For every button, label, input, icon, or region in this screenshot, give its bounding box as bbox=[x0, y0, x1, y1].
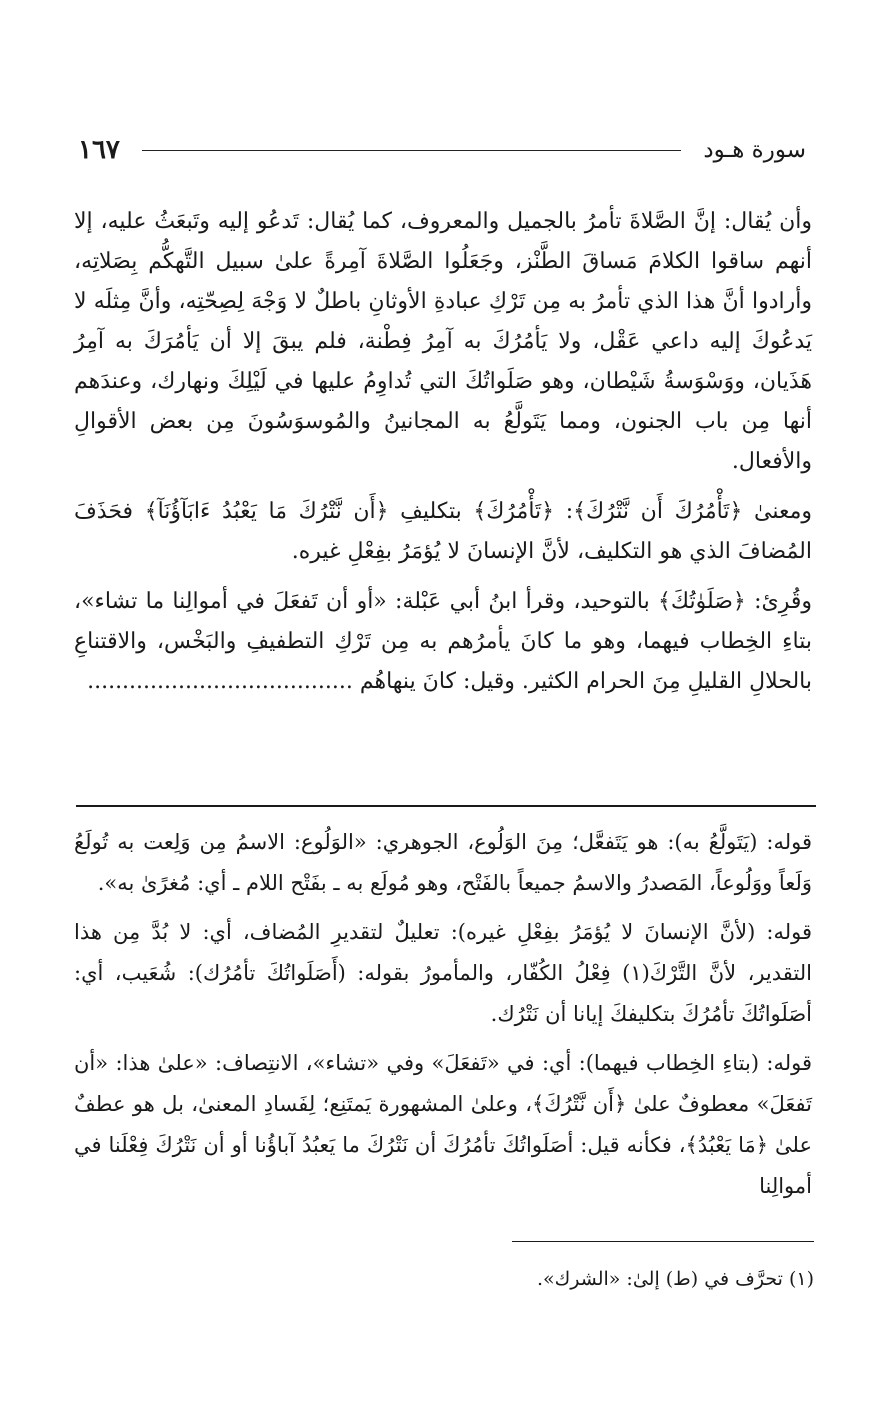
header-rule bbox=[142, 150, 681, 151]
page-number: ١٦٧ bbox=[78, 135, 120, 165]
commentary-section bbox=[74, 822, 812, 1207]
main-paragraph-3 bbox=[74, 582, 812, 702]
main-text bbox=[74, 202, 812, 702]
page-header bbox=[78, 128, 806, 172]
footnote: (١) تحرَّف في (ط) إلىٰ: «الشرك». bbox=[536, 1268, 814, 1290]
commentary-paragraph-3: قوله: (بتاءِ الخِطاب فيهما): أي: في «تَفعَلَ» وفي «تشاء»، الانتِصاف: «علىٰ هذا: «أن تَفعَلَ» معطوفٌ علىٰ ﴿أَن نَّتْرُكَ﴾، وعلىٰ المشهورة يَمتَنِع؛ لِفَسادِ المعنىٰ، بل هو عطفٌ علىٰ ﴿مَا يَعْبُدُ﴾، فكأنه قيل: أصَلَواتُكَ تأمُرُكَ أن نَتْرُكَ ما يَعبُدُ آباؤُنا أو أن نَتْرُكَ فِعْلَنا في أموالِنا bbox=[74, 1051, 812, 1198]
commentary-divider bbox=[76, 805, 816, 807]
commentary-paragraph-1: قوله: (يَتَولَّعُ به): هو يَتَفعَّل؛ مِنَ الوَلُوع، الجوهري: «الوَلُوع: الاسمُ مِن وَلِعت به تُولَعُ وَلَعاً ووَلُوعاً، المَصدرُ والاسمُ جميعاً بالفَتْح، وهو مُولَع به ـ بفَتْح اللام ـ أي: مُغرًىٰ به». bbox=[74, 830, 812, 895]
continuation-dots: ...................................... bbox=[87, 669, 353, 694]
surah-title: سورة هـود bbox=[703, 137, 806, 163]
footnote-divider bbox=[512, 1241, 814, 1242]
commentary-paragraph-2: قوله: (لأنَّ الإنسانَ لا يُؤمَرُ بفِعْلِ غيره): تعليلٌ لتقديرِ المُضاف، أي: لا بُدَّ مِن هذا التقدير، لأنَّ التَّرْكَ(١) فِعْلُ الكُفّار، والمأمورُ بقوله: (أَصَلَواتُكَ تأمُرُك): شُعَيب، أي: أصَلَواتُكَ تأمُرُكَ بتكليفكَ إيانا أن نَتْرُك. bbox=[74, 920, 812, 1026]
main-paragraph-2: ومعنىٰ ﴿تَأْمُرُكَ أَن نَّتْرُكَ﴾: ﴿تَأْمُرُكَ﴾ بتكليفِ ﴿أَن نَّتْرُكَ مَا يَعْبُدُ ءَابَآؤُنَآ﴾ فحَذَفَ المُضافَ الذي هو التكليف، لأنَّ الإنسانَ لا يُؤمَرُ بفِعْلِ غيره. bbox=[74, 499, 812, 564]
main-paragraph-3-text: وقُرِئ: ﴿صَلَوٰتُكَ﴾ بالتوحيد، وقرأ ابنُ أبي عَبْلة: «أو أن تَفعَلَ في أموالِنا ما تشاء»، بتاءِ الخِطاب فيهما، وهو ما كانَ يأمرُهم به مِن تَرْكِ التطفيفِ والبَخْس، والاقتناعِ بالحلالِ القليلِ مِنَ الحرام الكثير. وقيل: كانَ ينهاهُم bbox=[74, 589, 812, 694]
main-paragraph-1: وأن يُقال: إنَّ الصَّلاةَ تأمرُ بالجميل والمعروف، كما يُقال: تَدعُو إليه وتَبعَثُ عليه، إلا أنهم ساقوا الكلامَ مَساقَ الطَّنْز، وجَعَلُوا الصَّلاةَ آمِرةً علىٰ سبيل التَّهكُّم بِصَلاتِه، وأرادوا أنَّ هذا الذي تأمرُ به مِن تَرْكِ عبادةِ الأوثانِ باطلٌ لا وَجْهَ لِصِحّتِه، وأنَّ مِثلَه لا يَدعُوكَ إليه داعي عَقْل، ولا يَأمُرُكَ به آمِرُ فِطْنة، فلم يبقَ إلا أن يَأمُرَكَ به آمِرُ هَذَيان، ووَسْوَسةُ شَيْطان، وهو صَلَواتُكَ التي تُداوِمُ عليها في لَيْلِكَ ونهارك، وعندَهم أنها مِن باب الجنون، ومما يَتَولَّعُ به المجانينُ والمُوسوَسُونَ مِن بعض الأقوالِ والأفعال. bbox=[74, 209, 812, 474]
